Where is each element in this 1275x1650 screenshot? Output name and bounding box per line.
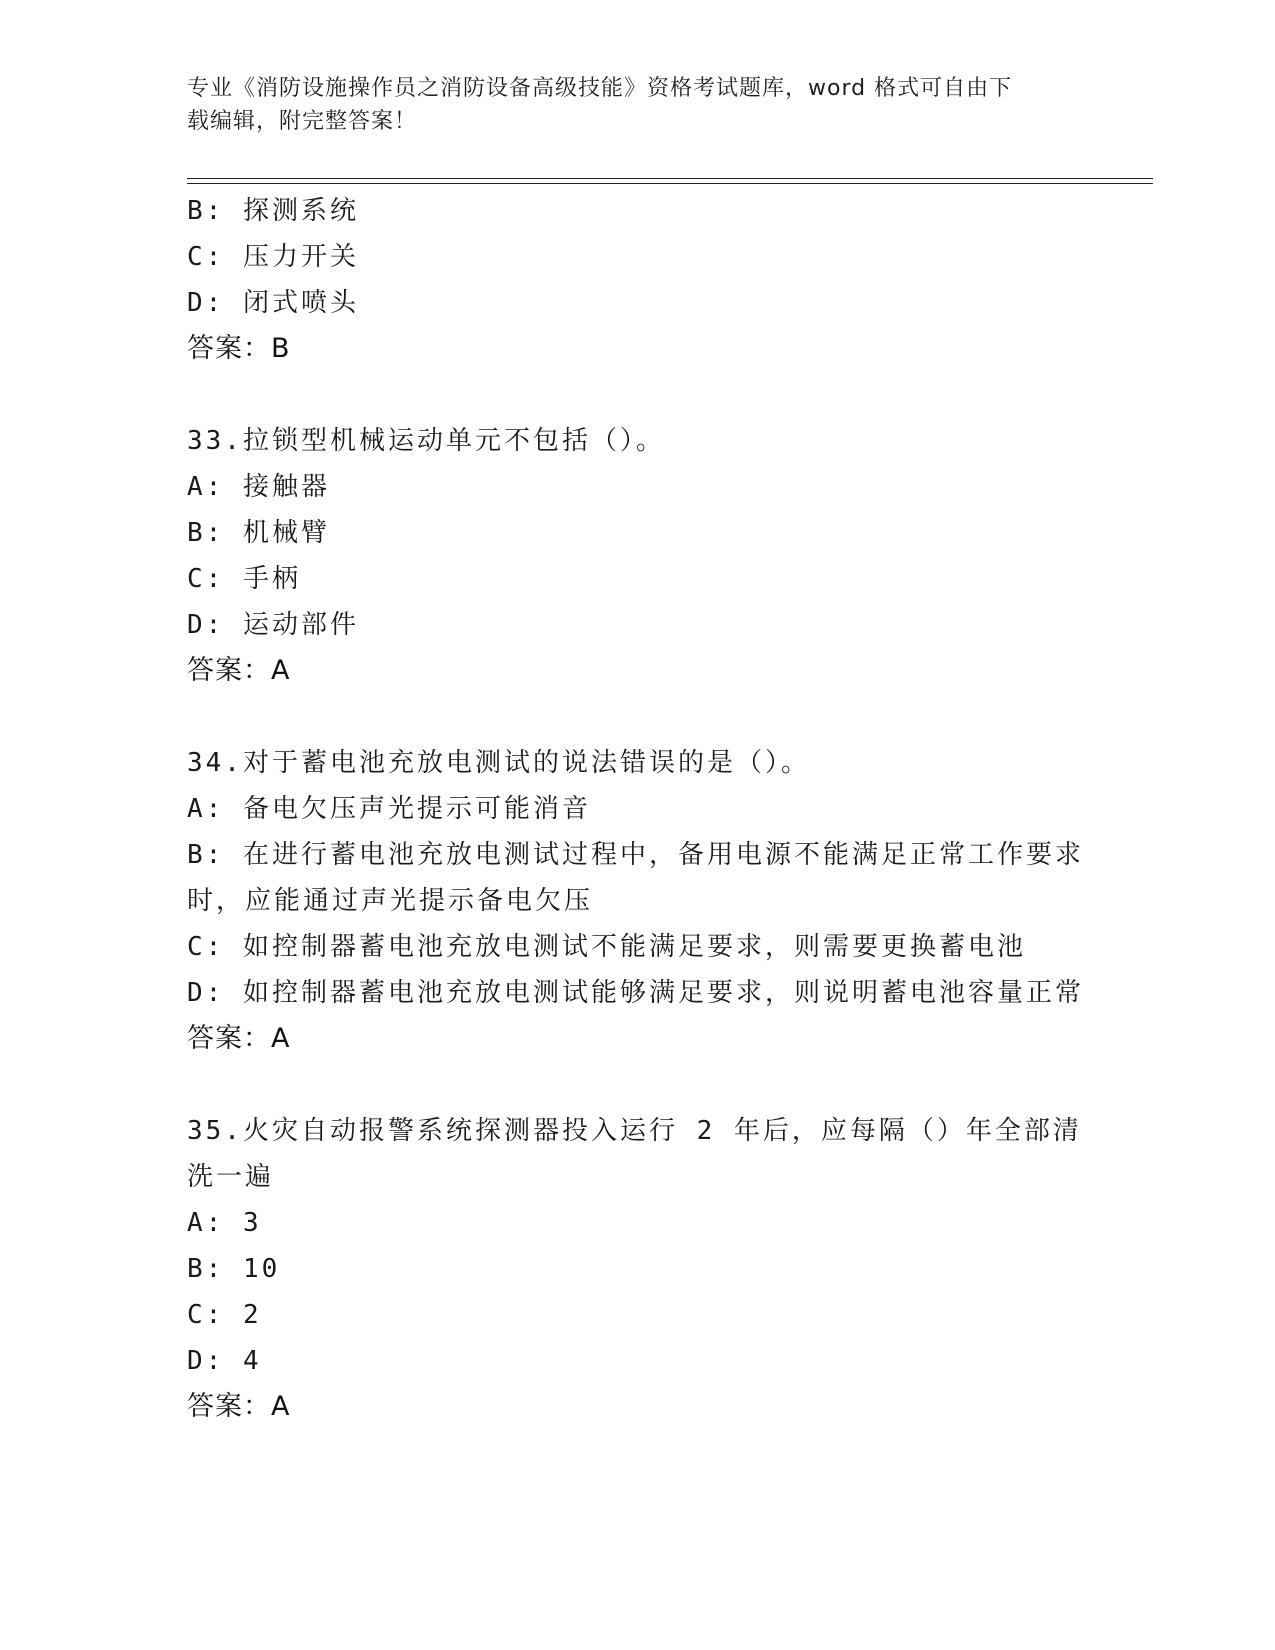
header-divider-top <box>187 178 1153 179</box>
question-stem: 35.火灾自动报警系统探测器投入运行 2 年后，应每隔（）年全部清洗一遍 <box>187 1116 1082 1192</box>
option-a: A: 备电欠压声光提示可能消音 <box>187 794 591 824</box>
header-divider-bottom <box>187 183 1153 184</box>
answer-line: 答案：A <box>187 1023 291 1054</box>
header-line-2: 载编辑，附完整答案！ <box>187 109 418 134</box>
option-c: C: 如控制器蓄电池充放电测试不能满足要求，则需要更换蓄电池 <box>187 932 1026 962</box>
question-block-32 <box>187 188 1107 372</box>
header-line-1: 专业《消防设施操作员之消防设备高级技能》资格考试题库，word 格式可自由下 <box>187 76 1013 101</box>
question-stem: 33.拉锁型机械运动单元不包括（）。 <box>187 426 665 456</box>
option-d: D: 4 <box>187 1346 262 1376</box>
option-d: D: 如控制器蓄电池充放电测试能够满足要求，则说明蓄电池容量正常 <box>187 978 1084 1008</box>
option-c: C: 压力开关 <box>187 242 359 272</box>
question-block-34 <box>187 740 1107 1062</box>
option-d: D: 闭式喷头 <box>187 288 359 318</box>
question-block-35 <box>187 1108 1107 1430</box>
answer-line: 答案：A <box>187 655 291 686</box>
question-spacer <box>187 372 1107 418</box>
question-spacer <box>187 694 1107 740</box>
option-b: B: 10 <box>187 1254 281 1284</box>
question-stem: 34.对于蓄电池充放电测试的说法错误的是（）。 <box>187 748 810 778</box>
option-a: A: 接触器 <box>187 472 330 502</box>
document-header <box>187 72 1087 138</box>
option-b: B: 在进行蓄电池充放电测试过程中，备用电源不能满足正常工作要求时，应能通过声光提示备电欠压 <box>187 840 1084 916</box>
option-c: C: 2 <box>187 1300 262 1330</box>
option-a: A: 3 <box>187 1208 262 1238</box>
option-d: D: 运动部件 <box>187 610 359 640</box>
option-b: B: 探测系统 <box>187 196 359 226</box>
question-spacer <box>187 1062 1107 1108</box>
question-block-33 <box>187 418 1107 694</box>
answer-line: 答案：A <box>187 1391 291 1422</box>
question-list <box>187 188 1107 1430</box>
option-b: B: 机械臂 <box>187 518 330 548</box>
answer-line: 答案：B <box>187 333 291 364</box>
option-c: C: 手柄 <box>187 564 301 594</box>
